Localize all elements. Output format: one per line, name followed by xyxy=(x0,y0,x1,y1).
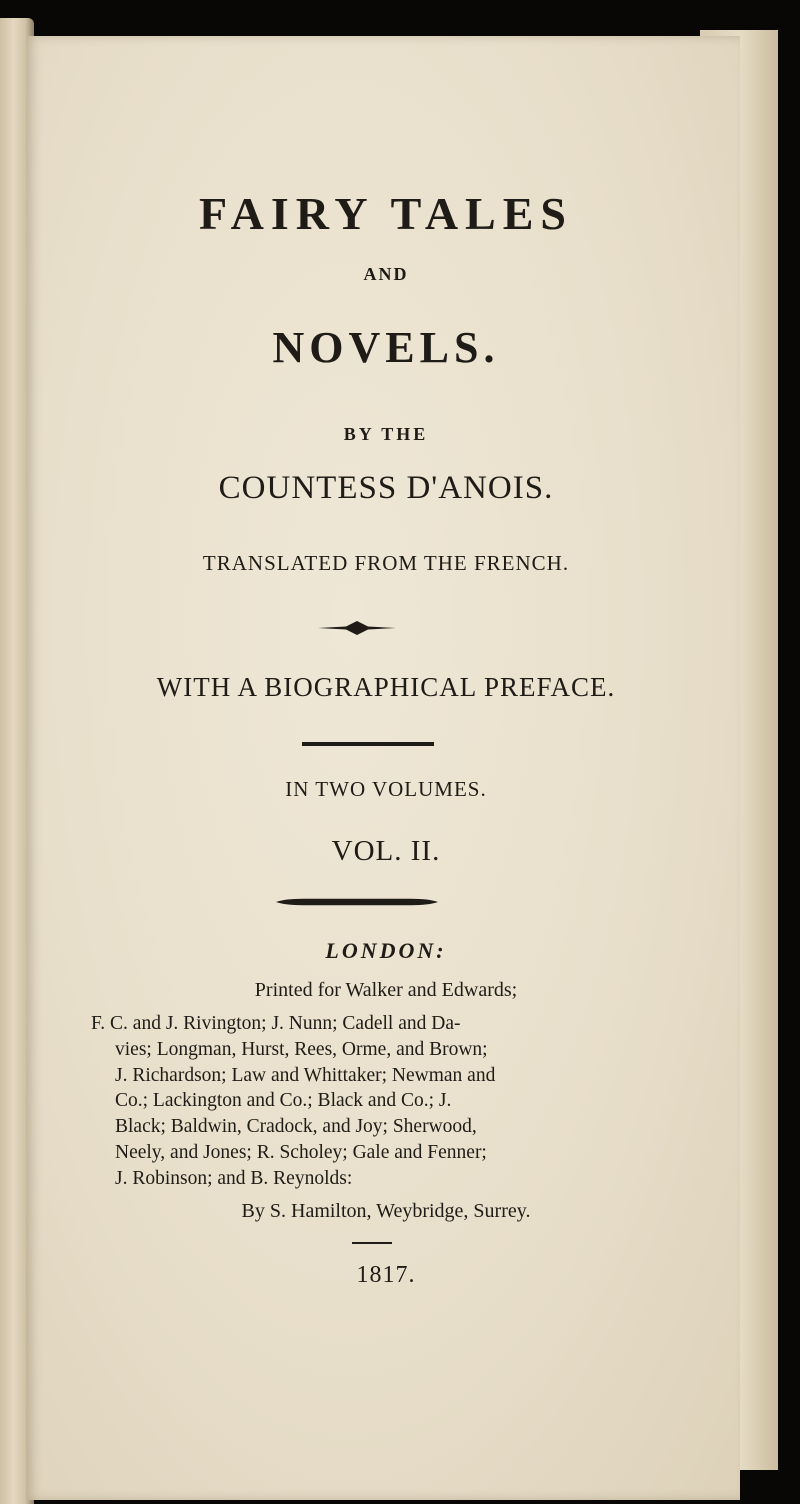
thick-rule-divider xyxy=(302,742,434,746)
diamond-ornament-icon xyxy=(316,620,398,636)
title-line-1: FAIRY TALES xyxy=(198,188,574,239)
imprint-line: vies; Longman, Hurst, Rees, Orme, and Brown; xyxy=(115,1038,488,1060)
imprint-place: LONDON: xyxy=(325,938,447,963)
author-name: COUNTESS D'ANOIS. xyxy=(218,470,554,506)
imprint-line: Co.; Lackington and Co.; Black and Co.; J. xyxy=(115,1090,452,1112)
by-the-label: BY THE xyxy=(343,424,429,444)
preface-line: WITH A BIOGRAPHICAL PREFACE. xyxy=(156,672,616,702)
title-line-2: NOVELS. xyxy=(272,323,500,372)
title-page xyxy=(26,36,740,1500)
publication-year: 1817. xyxy=(356,1262,416,1288)
volume-number: VOL. II. xyxy=(331,835,441,867)
short-rule-divider xyxy=(352,1242,392,1244)
tapered-rule-divider xyxy=(276,898,438,906)
imprint-line: Neely, and Jones; R. Scholey; Gale and Fenner; xyxy=(115,1141,487,1163)
volumes-line: IN TWO VOLUMES. xyxy=(285,777,487,801)
imprint-line: J. Robinson; and B. Reynolds: xyxy=(115,1167,353,1189)
printer-line: By S. Hamilton, Weybridge, Surrey. xyxy=(241,1200,531,1222)
printed-for-line: Printed for Walker and Edwards; xyxy=(254,979,518,1001)
imprint-line: F. C. and J. Rivington; J. Nunn; Cadell and Da- xyxy=(91,1013,461,1034)
translated-line: TRANSLATED FROM THE FRENCH. xyxy=(202,551,570,575)
imprint-line: Black; Baldwin, Cradock, and Joy; Sherwood, xyxy=(115,1116,477,1138)
imprint-block xyxy=(91,1011,623,1192)
imprint-line: J. Richardson; Law and Whittaker; Newman and xyxy=(115,1064,496,1086)
title-and: AND xyxy=(363,264,409,284)
